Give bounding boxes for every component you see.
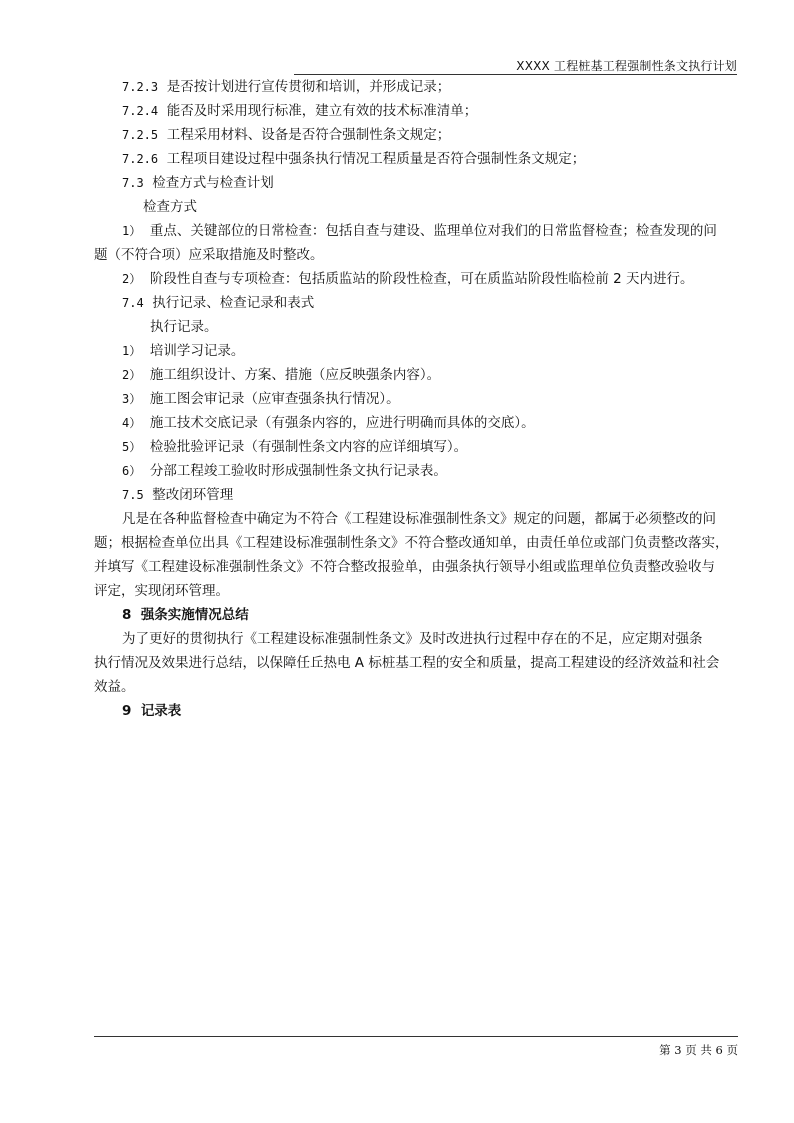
footer-divider (94, 1036, 738, 1037)
clause-7-2-4: 7.2.4 能否及时采用现行标准，建立有效的技术标准清单； (122, 103, 478, 119)
paragraph-line: 并填写《工程建设标准强制性条文》不符合整改报验单，由强条执行领导小组或监理单位负责整改验收与 (94, 559, 715, 575)
subheading-execution-records: 执行记录。 (150, 319, 218, 335)
page-header: XXXX 工程桩基工程强制性条文执行计划 (294, 58, 737, 75)
paragraph-line: 凡是在各种监督检查中确定为不符合《工程建设标准强制性条文》规定的问题，都属于必须整改的问 (122, 511, 716, 527)
list-item: 5） 检验批验评记录（有强制性条文内容的应详细填写）。 (122, 439, 468, 455)
clause-7-2-5: 7.2.5 工程采用材料、设备是否符合强制性条文规定； (122, 127, 451, 143)
list-item: 4） 施工技术交底记录（有强条内容的，应进行明确而具体的交底）。 (122, 415, 535, 431)
paragraph-line: 为了更好的贯彻执行《工程建设标准强制性条文》及时改进执行过程中存在的不足，应定期对强条 (122, 631, 703, 647)
section-8-heading: 8 强条实施情况总结 (122, 607, 249, 623)
list-item: 2） 阶段性自查与专项检查：包括质监站的阶段性检查，可在质监站阶段性临检前 2 天内进行。 (122, 271, 694, 287)
clause-7-2-6: 7.2.6 工程项目建设过程中强条执行情况工程质量是否符合强制性条文规定； (122, 151, 586, 167)
page-number: 第 3 页 共 6 页 (659, 1043, 738, 1057)
paragraph-line: 题；根据检查单位出具《工程建设标准强制性条文》不符合整改通知单，由责任单位或部门负责整改落实， (94, 535, 729, 551)
list-item: 1） 重点、关键部位的日常检查：包括自查与建设、监理单位对我们的日常监督检查；检查发现的问 (122, 223, 717, 239)
section-9-heading: 9 记录表 (122, 703, 182, 719)
paragraph-line: 效益。 (94, 679, 135, 695)
paragraph-line: 执行情况及效果进行总结，以保障任丘热电 A 标桩基工程的安全和质量，提高工程建设的经济效益和社会 (94, 655, 720, 671)
section-7-3-heading: 7.3 检查方式与检查计划 (122, 175, 274, 191)
list-item: 3） 施工图会审记录（应审查强条执行情况）。 (122, 391, 400, 407)
paragraph-line: 评定，实现闭环管理。 (94, 583, 229, 599)
list-item-continuation: 题（不符合项）应采取措施及时整改。 (94, 247, 324, 263)
subheading-inspection-method: 检查方式 (143, 199, 197, 215)
section-7-5-heading: 7.5 整改闭环管理 (122, 487, 234, 503)
list-item: 6） 分部工程竣工验收时形成强制性条文执行记录表。 (122, 463, 447, 479)
list-item: 1） 培训学习记录。 (122, 343, 245, 359)
section-7-4-heading: 7.4 执行记录、检查记录和表式 (122, 295, 315, 311)
list-item: 2） 施工组织设计、方案、措施（应反映强条内容）。 (122, 367, 441, 383)
clause-7-2-3: 7.2.3 是否按计划进行宣传贯彻和培训，并形成记录； (122, 79, 451, 95)
